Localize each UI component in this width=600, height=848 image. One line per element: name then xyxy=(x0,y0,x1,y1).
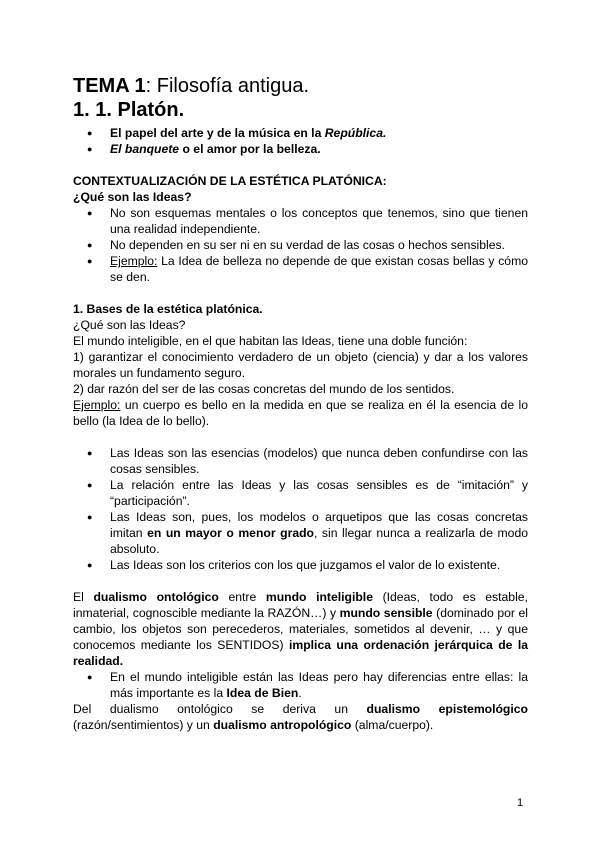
dualism-paragraph xyxy=(73,589,528,669)
dual-bold: mundo inteligible xyxy=(265,590,373,604)
ideas-item: ● La relación entre las Ideas y las cosas sensibles es de “imitación” y “participación”. xyxy=(73,477,528,509)
dual-bold: dualismo epistemológico xyxy=(366,702,528,716)
ideas-bold: en un mayor o menor grado xyxy=(147,526,314,540)
dualism-list xyxy=(73,669,528,701)
topic-italic: El banquete xyxy=(110,142,180,156)
dual-text: . xyxy=(298,686,302,700)
ideas-item: ● Las Ideas son los criterios con los que juzgamos el valor de lo existente. xyxy=(73,557,528,573)
dual-text: (Ideas, todo es estable, inmaterial, cognoscible mediante la RAZÓN…) y xyxy=(73,590,528,620)
ideas-text: , sin llegar nunca a realizarla de modo absoluto. xyxy=(110,526,529,556)
page-title xyxy=(73,74,528,98)
title-bold: TEMA 1 xyxy=(73,75,146,97)
title-rest: : Filosofía antigua. xyxy=(145,75,310,97)
topic-item xyxy=(73,141,528,157)
topic-item xyxy=(73,125,528,141)
topic-text: El papel del arte y de la música en la xyxy=(110,126,325,140)
bases-intro: El mundo inteligible, en el que habitan las Ideas, tiene una doble función: xyxy=(73,334,468,348)
context-list xyxy=(73,205,528,285)
ideas-list xyxy=(73,445,528,573)
page-subtitle: 1. 1. Platón. xyxy=(73,99,185,121)
dual-bold: Idea de Bien xyxy=(226,686,299,700)
ideas-text: Las Ideas son, pues, los modelos o arquetipos que las cosas concretas imitan xyxy=(110,510,528,540)
topic-text: o el amor por la belleza. xyxy=(179,142,321,156)
dual-text: (dominado por el cambio, los objetos son perecederos, materiales, sometidos al devenir, … y que conocemos mediante los SENTIDOS) xyxy=(73,606,528,652)
dual-text: (alma/cuerpo). xyxy=(351,718,434,732)
dual-bold: dualismo antropológico xyxy=(213,718,352,732)
example-label: Ejemplo: xyxy=(110,254,158,268)
dual-text: entre xyxy=(218,590,266,604)
example-label: Ejemplo: xyxy=(73,398,121,412)
dual-text: (razón/sentimientos) y un xyxy=(73,718,214,732)
dual-bold: dualismo ontológico xyxy=(93,590,219,604)
dualism-item xyxy=(73,669,528,701)
context-item xyxy=(73,253,528,285)
dualism-derived xyxy=(73,701,528,733)
context-question: ¿Qué son las Ideas? xyxy=(73,190,192,204)
example-text: La Idea de belleza no depende de que existan cosas bellas y cómo se den. xyxy=(110,254,528,284)
topic-italic: República. xyxy=(324,126,387,140)
bases-function-2: 2) dar razón del ser de las cosas concretas del mundo de los sentidos. xyxy=(73,382,455,396)
dual-text: El xyxy=(73,590,94,604)
dual-bold: mundo sensible xyxy=(339,606,433,620)
context-heading: CONTEXTUALIZACIÓN DE LA ESTÉTICA PLATÓNICA: xyxy=(73,174,387,188)
ideas-item xyxy=(73,509,528,557)
example-text: un cuerpo es bello en la medida en que se realiza en él la esencia de lo bello (la Idea de lo bello). xyxy=(73,398,528,428)
bases-heading: 1. Bases de la estética platónica. xyxy=(73,302,263,316)
bases-example xyxy=(73,397,528,429)
context-item: ● No dependen en su ser ni en su verdad de las cosas o hechos sensibles. xyxy=(73,237,528,253)
dual-bold: implica una ordenación jerárquica de la realidad. xyxy=(73,638,528,668)
topics-list xyxy=(73,125,528,157)
context-item: ● No son esquemas mentales o los conceptos que tenemos, sino que tienen una realidad independiente. xyxy=(73,205,528,237)
page-number: 1 xyxy=(517,797,524,809)
bases-function-1: 1) garantizar el conocimiento verdadero de un objeto (ciencia) y dar a los valores morales un fundamento seguro. xyxy=(73,350,528,380)
dual-text: En el mundo inteligible están las Ideas pero hay diferencias entre ellas: la más importante es la xyxy=(110,670,528,700)
dual-text: Del dualismo ontológico se deriva un xyxy=(73,702,367,716)
ideas-item: ● Las Ideas son las esencias (modelos) que nunca deben confundirse con las cosas sensibles. xyxy=(73,445,528,477)
bases-question: ¿Qué son las Ideas? xyxy=(73,318,186,332)
page-content xyxy=(73,74,528,733)
